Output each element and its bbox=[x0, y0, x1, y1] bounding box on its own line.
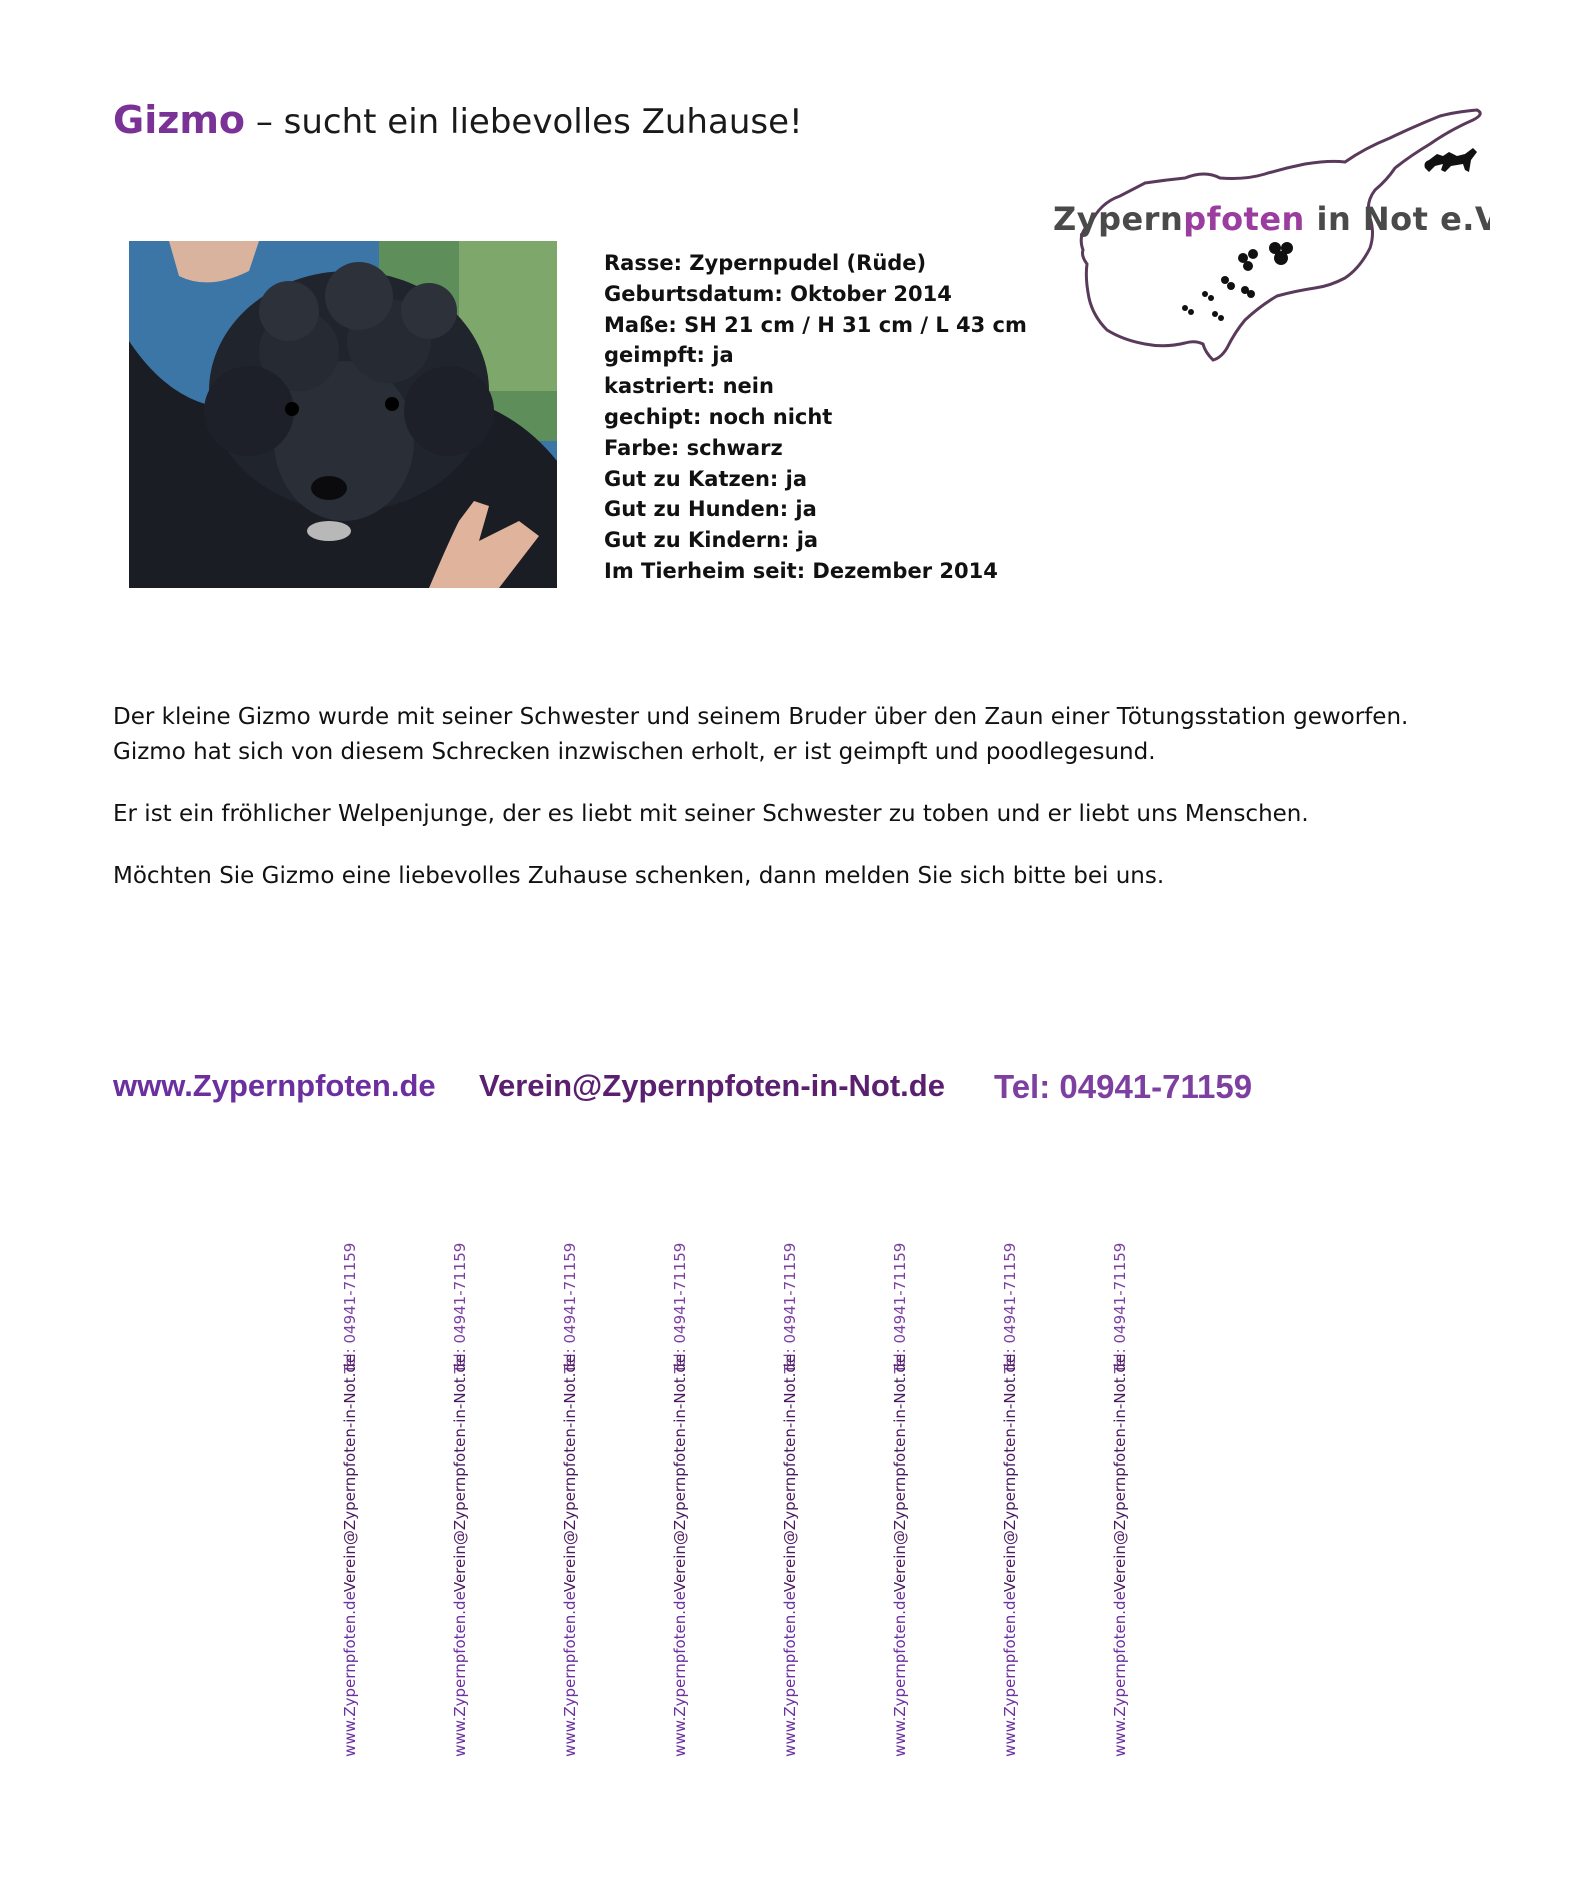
strip-website: www.Zypernpfoten.de bbox=[891, 1591, 909, 1757]
fact-shelter-since: Im Tierheim seit: Dezember 2014 bbox=[604, 558, 998, 583]
strip-phone: Tel: 04941-71159 bbox=[1001, 1242, 1019, 1374]
dog-silhouette-icon bbox=[1425, 148, 1478, 172]
strip-phone: Tel: 04941-71159 bbox=[451, 1242, 469, 1374]
strip-website: www.Zypernpfoten.de bbox=[341, 1591, 359, 1757]
tear-off-strip[interactable] bbox=[775, 1240, 805, 1780]
fact-good-with-dogs: Gut zu Hunden: ja bbox=[604, 497, 817, 522]
dog-name: Gizmo bbox=[113, 98, 246, 142]
strip-email: Verein@Zypernpfoten-in-Not.de bbox=[781, 1353, 799, 1593]
strip-email: Verein@Zypernpfoten-in-Not.de bbox=[1001, 1353, 1019, 1593]
fact-chipped: gechipt: noch nicht bbox=[604, 404, 833, 429]
description-paragraph-2: Er ist ein fröhlicher Welpenjunge, der es liebt mit seiner Schwester zu toben und er liebt uns Menschen. bbox=[113, 801, 1309, 827]
strip-email: Verein@Zypernpfoten-in-Not.de bbox=[451, 1353, 469, 1593]
website-link[interactable]: www.Zypernpfoten.de bbox=[113, 1068, 436, 1103]
logo-text-zypern: Zypern bbox=[1053, 200, 1184, 238]
organization-logo bbox=[1045, 108, 1490, 368]
fact-measurements: Maße: SH 21 cm / H 31 cm / L 43 cm bbox=[604, 312, 1027, 337]
strip-email: Verein@Zypernpfoten-in-Not.de bbox=[561, 1353, 579, 1593]
fact-good-with-kids: Gut zu Kindern: ja bbox=[604, 528, 819, 553]
tear-off-strip[interactable] bbox=[335, 1240, 365, 1780]
fact-birthdate: Geburtsdatum: Oktober 2014 bbox=[604, 281, 952, 306]
title-subtitle: – sucht ein liebevolles Zuhause! bbox=[245, 102, 803, 142]
logo-text-in-not: in Not e.V. bbox=[1304, 200, 1490, 238]
strip-email: Verein@Zypernpfoten-in-Not.de bbox=[341, 1353, 359, 1593]
description-paragraph-3: Möchten Sie Gizmo eine liebevolles Zuhause schenken, dann melden Sie sich bitte bei uns. bbox=[113, 863, 1165, 889]
strip-email: Verein@Zypernpfoten-in-Not.de bbox=[891, 1353, 909, 1593]
svg-text:Zypernpfoten in Not e.V. bbox=[1053, 200, 1490, 238]
paw-prints-icon bbox=[1182, 242, 1293, 321]
strip-website: www.Zypernpfoten.de bbox=[781, 1591, 799, 1757]
tear-off-strip[interactable] bbox=[995, 1240, 1025, 1780]
strip-website: www.Zypernpfoten.de bbox=[561, 1591, 579, 1757]
strip-phone: Tel: 04941-71159 bbox=[671, 1242, 689, 1374]
fact-neutered: kastriert: nein bbox=[604, 374, 774, 399]
fact-breed: Rasse: Zypernpudel (Rüde) bbox=[604, 251, 927, 275]
strip-phone: Tel: 04941-71159 bbox=[561, 1242, 579, 1374]
strip-website: www.Zypernpfoten.de bbox=[1111, 1591, 1129, 1757]
description-p1-line2: Gizmo hat sich von diesem Schrecken inzwischen erholt, er ist geimpft und poodlegesund. bbox=[113, 739, 1156, 765]
description bbox=[113, 700, 1493, 921]
tear-off-strips bbox=[0, 1240, 1570, 1780]
tear-off-strip[interactable] bbox=[445, 1240, 475, 1780]
tear-off-strip[interactable] bbox=[885, 1240, 915, 1780]
tear-off-strip[interactable] bbox=[1105, 1240, 1135, 1780]
fact-color: Farbe: schwarz bbox=[604, 435, 783, 460]
email-link[interactable]: Verein@Zypernpfoten-in-Not.de bbox=[479, 1068, 945, 1103]
strip-website: www.Zypernpfoten.de bbox=[1001, 1591, 1019, 1757]
strip-phone: Tel: 04941-71159 bbox=[891, 1242, 909, 1374]
phone-number: Tel: 04941-71159 bbox=[994, 1068, 1253, 1105]
fact-vaccinated: geimpft: ja bbox=[604, 343, 734, 368]
tear-off-strip[interactable] bbox=[665, 1240, 695, 1780]
strip-website: www.Zypernpfoten.de bbox=[451, 1591, 469, 1757]
strip-phone: Tel: 04941-71159 bbox=[781, 1242, 799, 1374]
description-p1-line1: Der kleine Gizmo wurde mit seiner Schwester und seinem Bruder über den Zaun einer Tötungsstation geworfen. bbox=[113, 704, 1409, 730]
dog-facts-list bbox=[604, 248, 1027, 587]
logo-text-pfoten: pfoten bbox=[1183, 200, 1305, 238]
strip-phone: Tel: 04941-71159 bbox=[341, 1242, 359, 1374]
dog-photo bbox=[129, 241, 557, 588]
description-paragraph-1 bbox=[113, 700, 1493, 770]
tear-off-strip[interactable] bbox=[555, 1240, 585, 1780]
strip-phone: Tel: 04941-71159 bbox=[1111, 1242, 1129, 1374]
strip-email: Verein@Zypernpfoten-in-Not.de bbox=[1111, 1353, 1129, 1593]
strip-website: www.Zypernpfoten.de bbox=[671, 1591, 689, 1757]
strip-email: Verein@Zypernpfoten-in-Not.de bbox=[671, 1353, 689, 1593]
page-title bbox=[113, 98, 803, 142]
fact-good-with-cats: Gut zu Katzen: ja bbox=[604, 466, 807, 491]
